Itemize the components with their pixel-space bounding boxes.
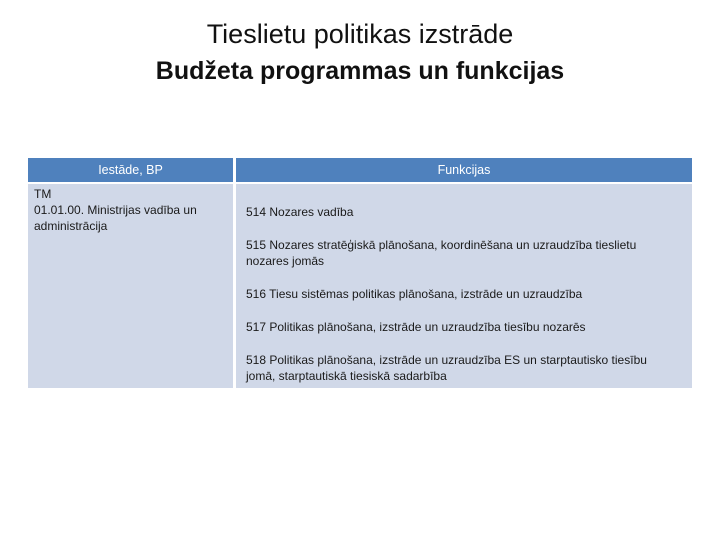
title-block (0, 14, 720, 88)
table-row (28, 183, 692, 388)
header-functions: Funkcijas (235, 158, 693, 183)
budget-program: 01.01.00. Ministrijas vadība un administrācija (34, 203, 197, 233)
function-item-517: 517 Politikas plānošana, izstrāde un uzraudzība tiesību nozarēs (246, 320, 586, 334)
slide-title: Tieslietu politikas izstrāde (206, 19, 514, 49)
function-item-518: 518 Politikas plānošana, izstrāde un uzraudzība ES un starptautisko tiesību jomā, starptautiskā tiesiskā sadarbība (246, 353, 647, 383)
functions-cell (235, 183, 693, 388)
function-item-516: 516 Tiesu sistēmas politikas plānošana, izstrāde un uzraudzība (246, 287, 583, 301)
budget-functions-table (28, 158, 692, 388)
function-item-515: 515 Nozares stratēģiskā plānošana, koordinēšana un uzraudzība tieslietu nozares jomās (246, 238, 637, 268)
slide-subtitle: Budžeta programmas un funkcijas (155, 57, 565, 85)
table-header-row (28, 158, 692, 183)
function-item-514: 514 Nozares vadība (246, 205, 354, 219)
institution-name: TM (34, 187, 52, 201)
header-institution: Iestāde, BP (28, 158, 235, 183)
institution-cell (28, 183, 235, 388)
